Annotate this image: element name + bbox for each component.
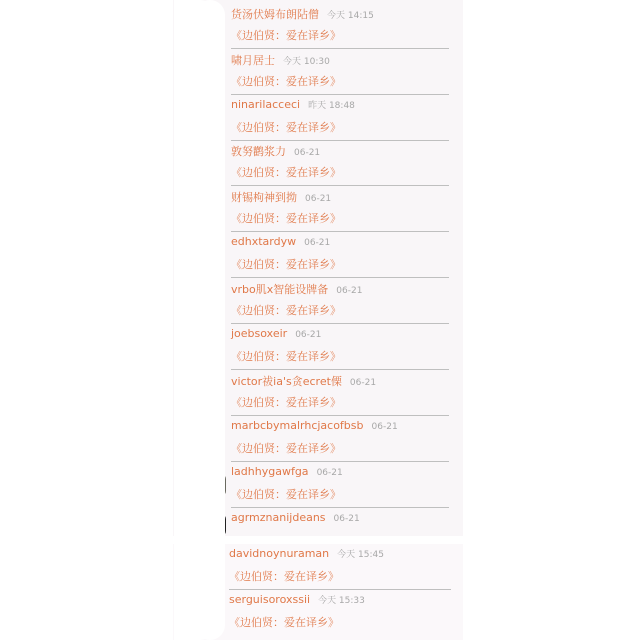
- divider: [231, 231, 449, 232]
- username[interactable]: agrmznanijdeans: [231, 511, 326, 524]
- comment-text: 《边伯贤：爱在译乡》: [231, 488, 341, 501]
- comment-item[interactable]: [229, 593, 451, 639]
- timestamp: 06-21: [333, 514, 360, 524]
- timestamp: 昨天 18:48: [308, 101, 355, 111]
- divider: [231, 507, 449, 508]
- redaction-scribble: [195, 0, 225, 640]
- username[interactable]: vrbo肌x智能设牌备: [231, 283, 329, 296]
- username[interactable]: ninarilacceci: [231, 98, 301, 111]
- timestamp: 今天 14:15: [327, 11, 374, 21]
- timestamp: 06-21: [304, 238, 331, 248]
- divider: [231, 140, 449, 141]
- timestamp: 06-21: [294, 148, 321, 158]
- username[interactable]: victor祓ia's贪ecret傈: [231, 375, 342, 388]
- comment-text: 《边伯贤：爱在译乡》: [231, 350, 341, 363]
- username[interactable]: 财锡枸神到拗: [231, 191, 297, 204]
- comment-text: 《边伯贤：爱在译乡》: [231, 396, 341, 409]
- divider: [231, 461, 449, 462]
- timestamp: 06-21: [295, 330, 322, 340]
- timestamp: 06-21: [349, 378, 377, 388]
- comment-item[interactable]: [231, 143, 449, 189]
- divider: [231, 369, 449, 370]
- username[interactable]: ladhhygawfga: [231, 465, 309, 478]
- timestamp: 06-21: [316, 468, 343, 478]
- comment-item[interactable]: [231, 52, 449, 98]
- username[interactable]: joebsoxeir: [231, 327, 288, 340]
- comment-text: 《边伯贤：爱在译乡》: [231, 166, 341, 179]
- comment-item[interactable]: [231, 98, 449, 144]
- timestamp: 今天 15:45: [337, 550, 384, 560]
- divider: [229, 589, 451, 590]
- comment-item[interactable]: [231, 327, 449, 373]
- comment-text: 《边伯贤：爱在译乡》: [231, 442, 341, 455]
- comment-item[interactable]: [231, 419, 449, 465]
- divider: [231, 277, 449, 278]
- divider: [231, 185, 449, 186]
- divider: [231, 94, 449, 95]
- divider: [231, 323, 449, 324]
- username[interactable]: marbcbymalrhcjacofbsb: [231, 419, 364, 432]
- comment-text: 《边伯贤：爱在译乡》: [231, 29, 341, 42]
- comment-item[interactable]: [231, 189, 449, 235]
- comment-text: 《边伯贤：爱在译乡》: [231, 75, 341, 88]
- comment-item[interactable]: [229, 547, 451, 593]
- comment-text: 《边伯贤：爱在译乡》: [231, 304, 341, 317]
- comment-text: 《边伯贤：爱在译乡》: [229, 570, 339, 583]
- username[interactable]: davidnoynuraman: [229, 547, 330, 560]
- comment-item[interactable]: [231, 373, 449, 419]
- timestamp: 今天 15:33: [318, 596, 365, 606]
- comment-text: 《边伯贤：爱在译乡》: [229, 616, 339, 629]
- timestamp: 06-21: [371, 422, 398, 432]
- timestamp: 今天 10:30: [283, 57, 330, 67]
- comment-item[interactable]: [231, 235, 449, 281]
- comment-item[interactable]: [231, 281, 449, 327]
- divider: [231, 48, 449, 49]
- comment-text: 《边伯贤：爱在译乡》: [231, 258, 341, 271]
- comment-item[interactable]: [231, 465, 449, 511]
- comment-item[interactable]: [231, 511, 449, 535]
- comment-item[interactable]: [231, 6, 449, 52]
- username[interactable]: 敦努鹳浆力: [231, 145, 286, 158]
- timestamp: 06-21: [305, 194, 332, 204]
- username[interactable]: 啸月居士: [231, 54, 275, 67]
- username[interactable]: edhxtardyw: [231, 235, 297, 248]
- divider: [231, 415, 449, 416]
- timestamp: 06-21: [336, 286, 363, 296]
- username[interactable]: 货汤伏姆布朗阽僧: [231, 8, 319, 21]
- comment-text: 《边伯贤：爱在译乡》: [231, 212, 341, 225]
- comment-text: 《边伯贤：爱在译乡》: [231, 121, 341, 134]
- username[interactable]: serguisoroxssii: [229, 593, 311, 606]
